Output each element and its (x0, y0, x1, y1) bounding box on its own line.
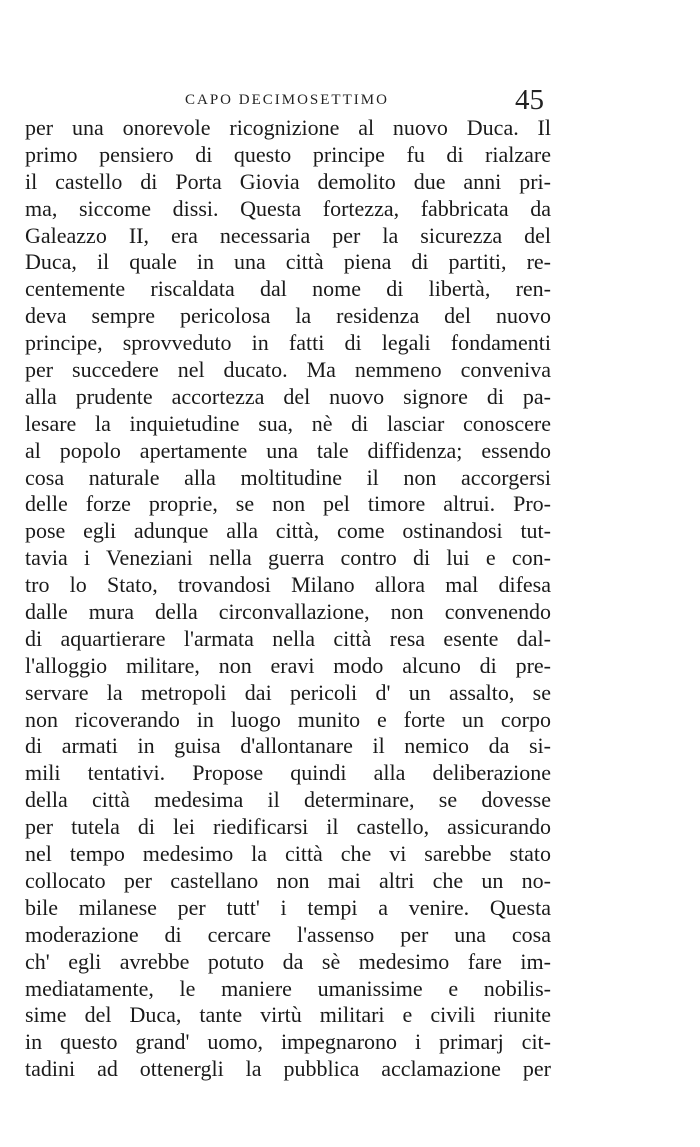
text-line: alla prudente accortezza del nuovo signore di pa- (25, 383, 551, 409)
body-text (25, 115, 551, 1083)
text-line: Galeazzo II, era necessaria per la sicurezza del (25, 222, 551, 248)
text-line: mili tentativi. Propose quindi alla deliberazione (25, 760, 551, 786)
running-head: CAPO DECIMOSETTIMO (185, 92, 389, 108)
text-line: centemente riscaldata dal nome di libertà, ren- (25, 276, 551, 302)
text-line: al popolo apertamente una tale diffidenza; essendo (25, 437, 551, 463)
text-line: di armati in guisa d'allontanare il nemico da si- (25, 733, 551, 759)
text-line: tro lo Stato, trovandosi Milano allora mal difesa (25, 572, 551, 598)
text-line: Duca, il quale in una città piena di partiti, re- (25, 249, 551, 275)
text-line: deva sempre pericolosa la residenza del nuovo (25, 303, 551, 329)
text-line: cosa naturale alla moltitudine il non accorgersi (25, 464, 551, 490)
text-line: ch' egli avrebbe potuto da sè medesimo fare im- (25, 948, 551, 974)
text-line: in questo grand' uomo, impegnarono i primarj cit- (25, 1029, 551, 1055)
text-line: moderazione di cercare l'assenso per una cosa (25, 921, 551, 947)
text-line: bile milanese per tutt' i tempi a venire. Questa (25, 894, 551, 920)
text-line: delle forze proprie, se non pel timore altrui. Pro- (25, 491, 551, 517)
text-line: primo pensiero di questo principe fu di rialzare (25, 141, 551, 167)
text-line: nel tempo medesimo la città che vi sarebbe stato (25, 841, 551, 867)
text-line: lesare la inquietudine sua, nè di lasciar conoscere (25, 410, 551, 436)
text-line: non ricoverando in luogo munito e forte un corpo (25, 706, 551, 732)
text-line: dalle mura della circonvallazione, non convenendo (25, 599, 551, 625)
text-line: servare la metropoli dai pericoli d' un assalto, se (25, 679, 551, 705)
text-line: mediatamente, le maniere umanissime e nobilis- (25, 975, 551, 1001)
text-line: per una onorevole ricognizione al nuovo Duca. Il (25, 115, 551, 140)
text-line: della città medesima il determinare, se dovesse (25, 787, 551, 813)
text-line: tadini ad ottenergli la pubblica acclamazione per (25, 1056, 551, 1082)
text-line: pose egli adunque alla città, come ostinandosi tut- (25, 518, 551, 544)
text-line: collocato per castellano non mai altri che un no- (25, 867, 551, 893)
text-line: di aquartierare l'armata nella città resa esente dal- (25, 625, 551, 651)
text-line: per succedere nel ducato. Ma nemmeno conveniva (25, 357, 551, 383)
text-line: tavia i Veneziani nella guerra contro di lui e con- (25, 545, 551, 571)
text-line: il castello di Porta Giovia demolito due anni pri- (25, 168, 551, 194)
text-line: sime del Duca, tante virtù militari e civili riunite (25, 1002, 551, 1028)
text-line: ma, siccome dissi. Questa fortezza, fabbricata da (25, 195, 551, 221)
text-line: per tutela di lei riedificarsi il castello, assicurando (25, 814, 551, 840)
page-number: 45 (515, 84, 544, 116)
text-line: principe, sprovveduto in fatti di legali fondamenti (25, 330, 551, 356)
text-line: l'alloggio militare, non eravi modo alcuno di pre- (25, 652, 551, 678)
